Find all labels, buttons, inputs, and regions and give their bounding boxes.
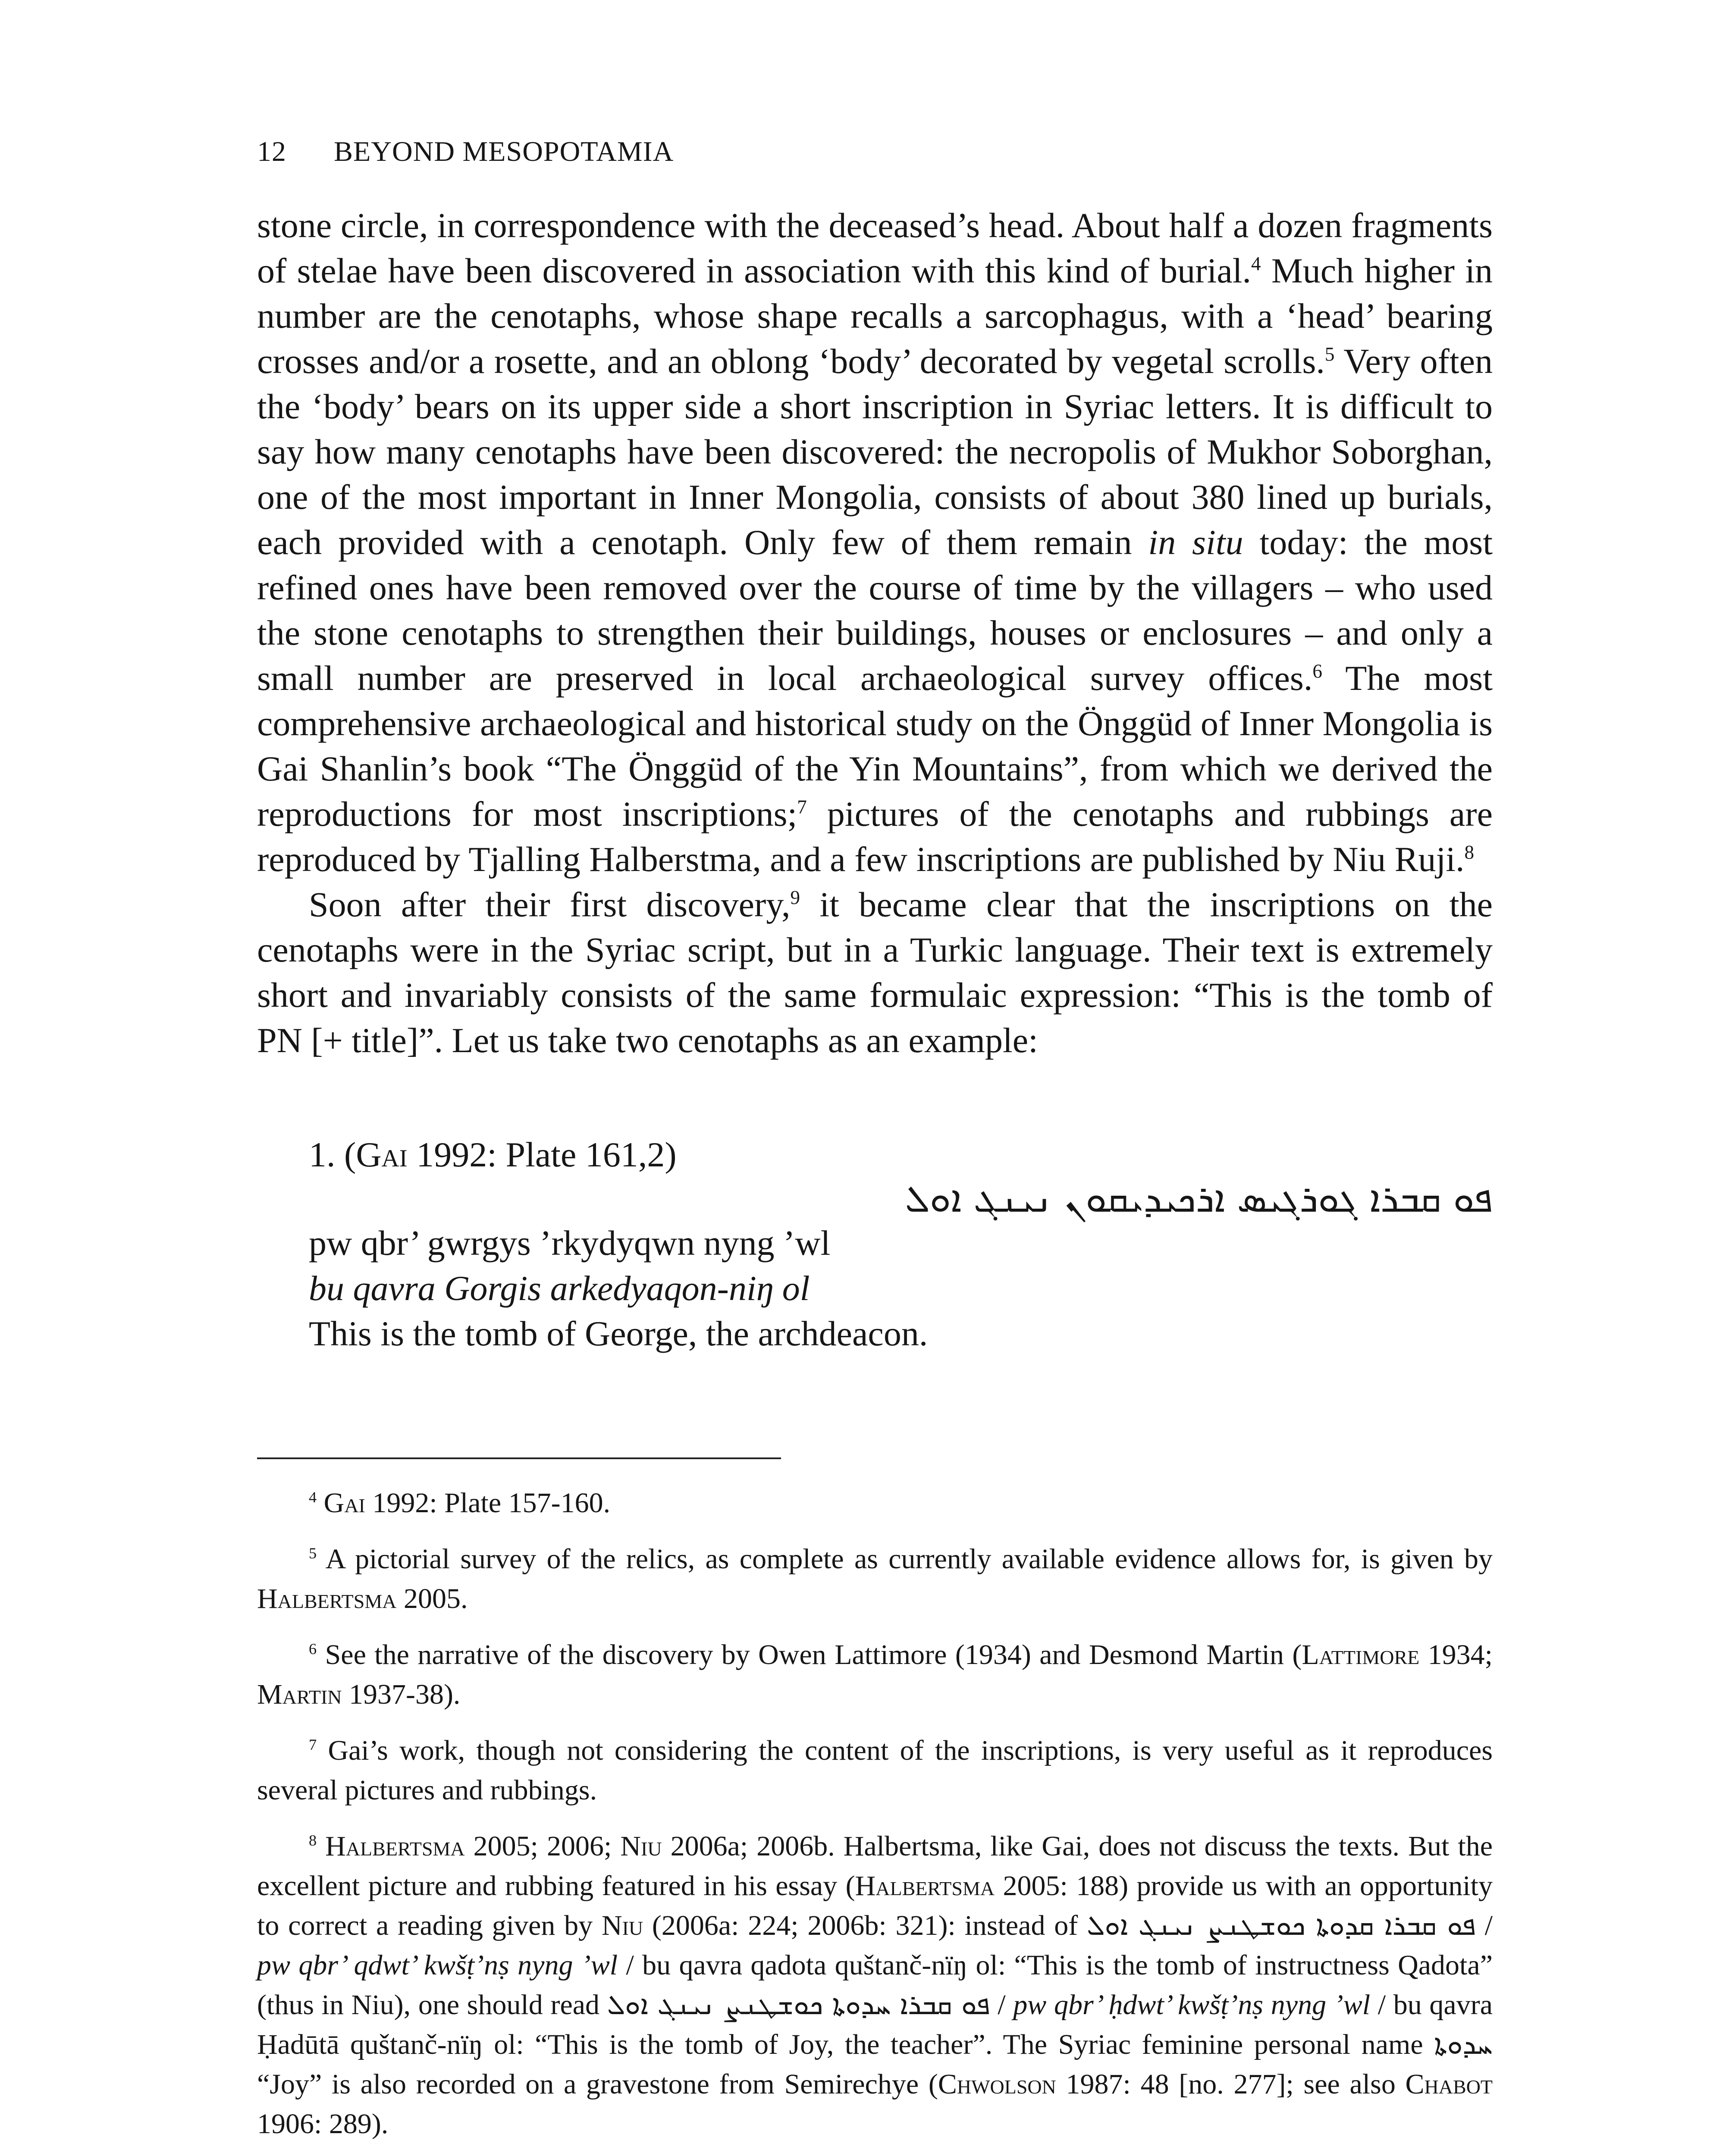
text-run: 1934;: [1419, 1639, 1493, 1670]
running-title: BEYOND MESOPOTAMIA: [334, 136, 674, 167]
text-run: /: [990, 1989, 1013, 2021]
translation: This is the tomb of George, the archdeacon.: [309, 1314, 928, 1353]
text-run: 1992: Plate 161,2): [407, 1135, 677, 1174]
text-run: 1906: 289).: [257, 2108, 389, 2140]
example-1: [309, 1132, 1493, 1356]
author-smallcaps: Lattimore: [1302, 1639, 1420, 1670]
footnote-number: 8: [309, 1832, 317, 1849]
footnote-ref-5[interactable]: 5: [1324, 343, 1335, 365]
text-run: / bu qavra qadota quštanč-nïŋ ol: “This is the tomb of instructness Qadota” (thus in Niu), one should read: [257, 1949, 1493, 2021]
footnote-ref-6[interactable]: 6: [1312, 660, 1322, 682]
footnote-ref-8[interactable]: 8: [1464, 841, 1475, 863]
paragraph-2: [257, 882, 1493, 1063]
transliteration: pw qbr’ gwrgys ’rkydyqwn nyng ’wl: [309, 1223, 831, 1263]
text-run: See the narrative of the discovery by Owen Lattimore (1934) and Desmond Martin (: [317, 1639, 1302, 1670]
author-smallcaps: Gai: [323, 1487, 365, 1519]
author-smallcaps: Niu: [620, 1830, 662, 1862]
text-run: 2005.: [396, 1583, 468, 1614]
transcription-italic: bu qavra Gorgis arkedyaqon-niŋ ol: [309, 1269, 810, 1308]
footnote-ref-4[interactable]: 4: [1251, 253, 1261, 275]
author-smallcaps: Gai: [356, 1135, 408, 1174]
text-run: stone circle, in correspondence with the deceased’s head. About half a dozen fragments of stelae have been discovered in association with this kind of burial.: [257, 206, 1493, 290]
text-run: (2006a: 224; 2006b: 321): instead of: [643, 1910, 1087, 1941]
page-number: 12: [257, 136, 286, 167]
footnote-number: 6: [309, 1640, 317, 1658]
text-run: Soon after their first discovery,: [309, 885, 791, 924]
running-head: [257, 135, 674, 169]
transliteration-italic: pw qbr’ ḥdwt’ kwšṭ’nṣ nyng ’wl: [1013, 1989, 1371, 2021]
text-run: Much higher in number are the cenotaphs, whose shape recalls a sarcophagus, with a ‘head’ bearing crosses and/or a rosette, and an oblong ‘body’ decorated by vegetal scrolls.: [257, 251, 1493, 381]
text-run: 2005: 188) provide us with an opportunity to correct a reading given by: [257, 1870, 1493, 1941]
text-run: 1. (: [309, 1135, 356, 1174]
author-smallcaps: Chwolson: [938, 2068, 1056, 2100]
paragraph-1: [257, 203, 1493, 882]
text-run: Very often the ‘body’ bears on its upper side a short inscription in Syriac letters. It is difficult to say how many cenotaphs have been discovered: the necropolis of Mukhor Soborghan, one of the most important in Inner Mongolia, consists of about 380 lined up burials, each provided with a cenotaph. Only few of them remain: [257, 342, 1493, 562]
syriac-reading-niu: ܦܘ ܩܒܪܐ ܩܕܘܬܐ ܟܘܫܛܢܨ ܢܝܢܓ ܐܘܠ: [1087, 1910, 1476, 1942]
transcription: [309, 1266, 1493, 1311]
text-run: / bu qavra Ḥadūtā quštanč-nïŋ ol: “This is the tomb of Joy, the teacher”. The Syriac feminine personal name: [257, 1989, 1493, 2060]
footnote-6: [257, 1635, 1493, 1714]
syriac-name-joy: ܚܕܘܬܐ: [1434, 2029, 1493, 2061]
italic-in-situ: in situ: [1148, 523, 1243, 562]
text-run: it became clear that the inscriptions on the cenotaphs were in the Syriac script, but in a Turkic language. Their text is extremely short and invariably consists of the same formulaic expression: “This is the tomb of PN [+ title]”. Let us take two cenotaphs as an example:: [257, 885, 1493, 1060]
footnote-number: 5: [309, 1545, 317, 1562]
text-run: 1937-38).: [342, 1679, 461, 1710]
text-run: today: the most refined ones have been removed over the course of time by the villagers – who used the stone cenotaphs to strengthen their buildings, houses or enclosures – and only a small number are preserved in local archaeological survey offices.: [257, 523, 1493, 698]
author-smallcaps: Halbertsma: [855, 1870, 995, 1902]
syriac-reading-corrected: ܦܘ ܩܒܪܐ ܚܕܘܬܐ ܟܘܫܛܢܨ ܢܝܢܓ ܐܘܠ: [607, 1989, 990, 2021]
text-run: 1987: 48 [no. 277]; see also: [1056, 2068, 1406, 2100]
transliteration-italic: pw qbr’ qdwt’ kwšṭ’nṣ nyng ’wl: [257, 1949, 618, 1981]
author-smallcaps: Niu: [601, 1910, 643, 1941]
text-run: A pictorial survey of the relics, as complete as currently available evidence allows for, is given by: [317, 1543, 1493, 1575]
footnotes: [257, 1483, 1493, 2156]
footnote-8: [257, 1827, 1493, 2144]
text-run: “Joy” is also recorded on a gravestone from Semirechye (: [257, 2068, 938, 2100]
footnote-rule: [257, 1457, 781, 1459]
text-run: The most comprehensive archaeological and historical study on the Önggüd of Inner Mongolia is Gai Shanlin’s book “The Önggüd of the Yin Mountains”, from which we derived the reproductions for most inscriptions;: [257, 658, 1493, 834]
footnote-ref-9[interactable]: 9: [790, 887, 800, 909]
text-run: pictures of the cenotaphs and rubbings are reproduced by Tjalling Halberstma, and a few inscriptions are published by Niu Ruji.: [257, 794, 1493, 879]
example-heading: [309, 1132, 1493, 1177]
footnote-4: [257, 1483, 1493, 1523]
footnote-7: [257, 1731, 1493, 1810]
author-smallcaps: Halbertsma: [257, 1583, 397, 1614]
body-text: [257, 203, 1493, 1063]
text-run: 2005; 2006;: [464, 1830, 621, 1862]
footnote-number: 4: [309, 1489, 317, 1506]
text-run: /: [1475, 1910, 1493, 1941]
text-run: Gai’s work, though not considering the content of the inscriptions, is very useful as it reproduces several pictures and rubbings.: [257, 1735, 1493, 1806]
author-smallcaps: Halbertsma: [325, 1830, 465, 1862]
author-smallcaps: Martin: [257, 1679, 342, 1710]
text-run: 1992: Plate 157-160.: [365, 1487, 611, 1519]
author-smallcaps: Chabot: [1405, 2068, 1493, 2100]
text-run: 2006a; 2006b. Halbertsma, like Gai, does not discuss the texts. But the excellent picture and rubbing featured in his essay (: [257, 1830, 1493, 1902]
footnote-ref-7[interactable]: 7: [797, 796, 807, 818]
footnote-number: 7: [309, 1736, 317, 1753]
footnote-5: [257, 1539, 1493, 1619]
syriac-inscription: ܦܘ ܩܒܪܐ ܓܘܪܓܝܣ ܐܪܟܝܕܝܩܘܢ ܢܝܢܓ ܐܘܠ: [905, 1176, 1493, 1221]
